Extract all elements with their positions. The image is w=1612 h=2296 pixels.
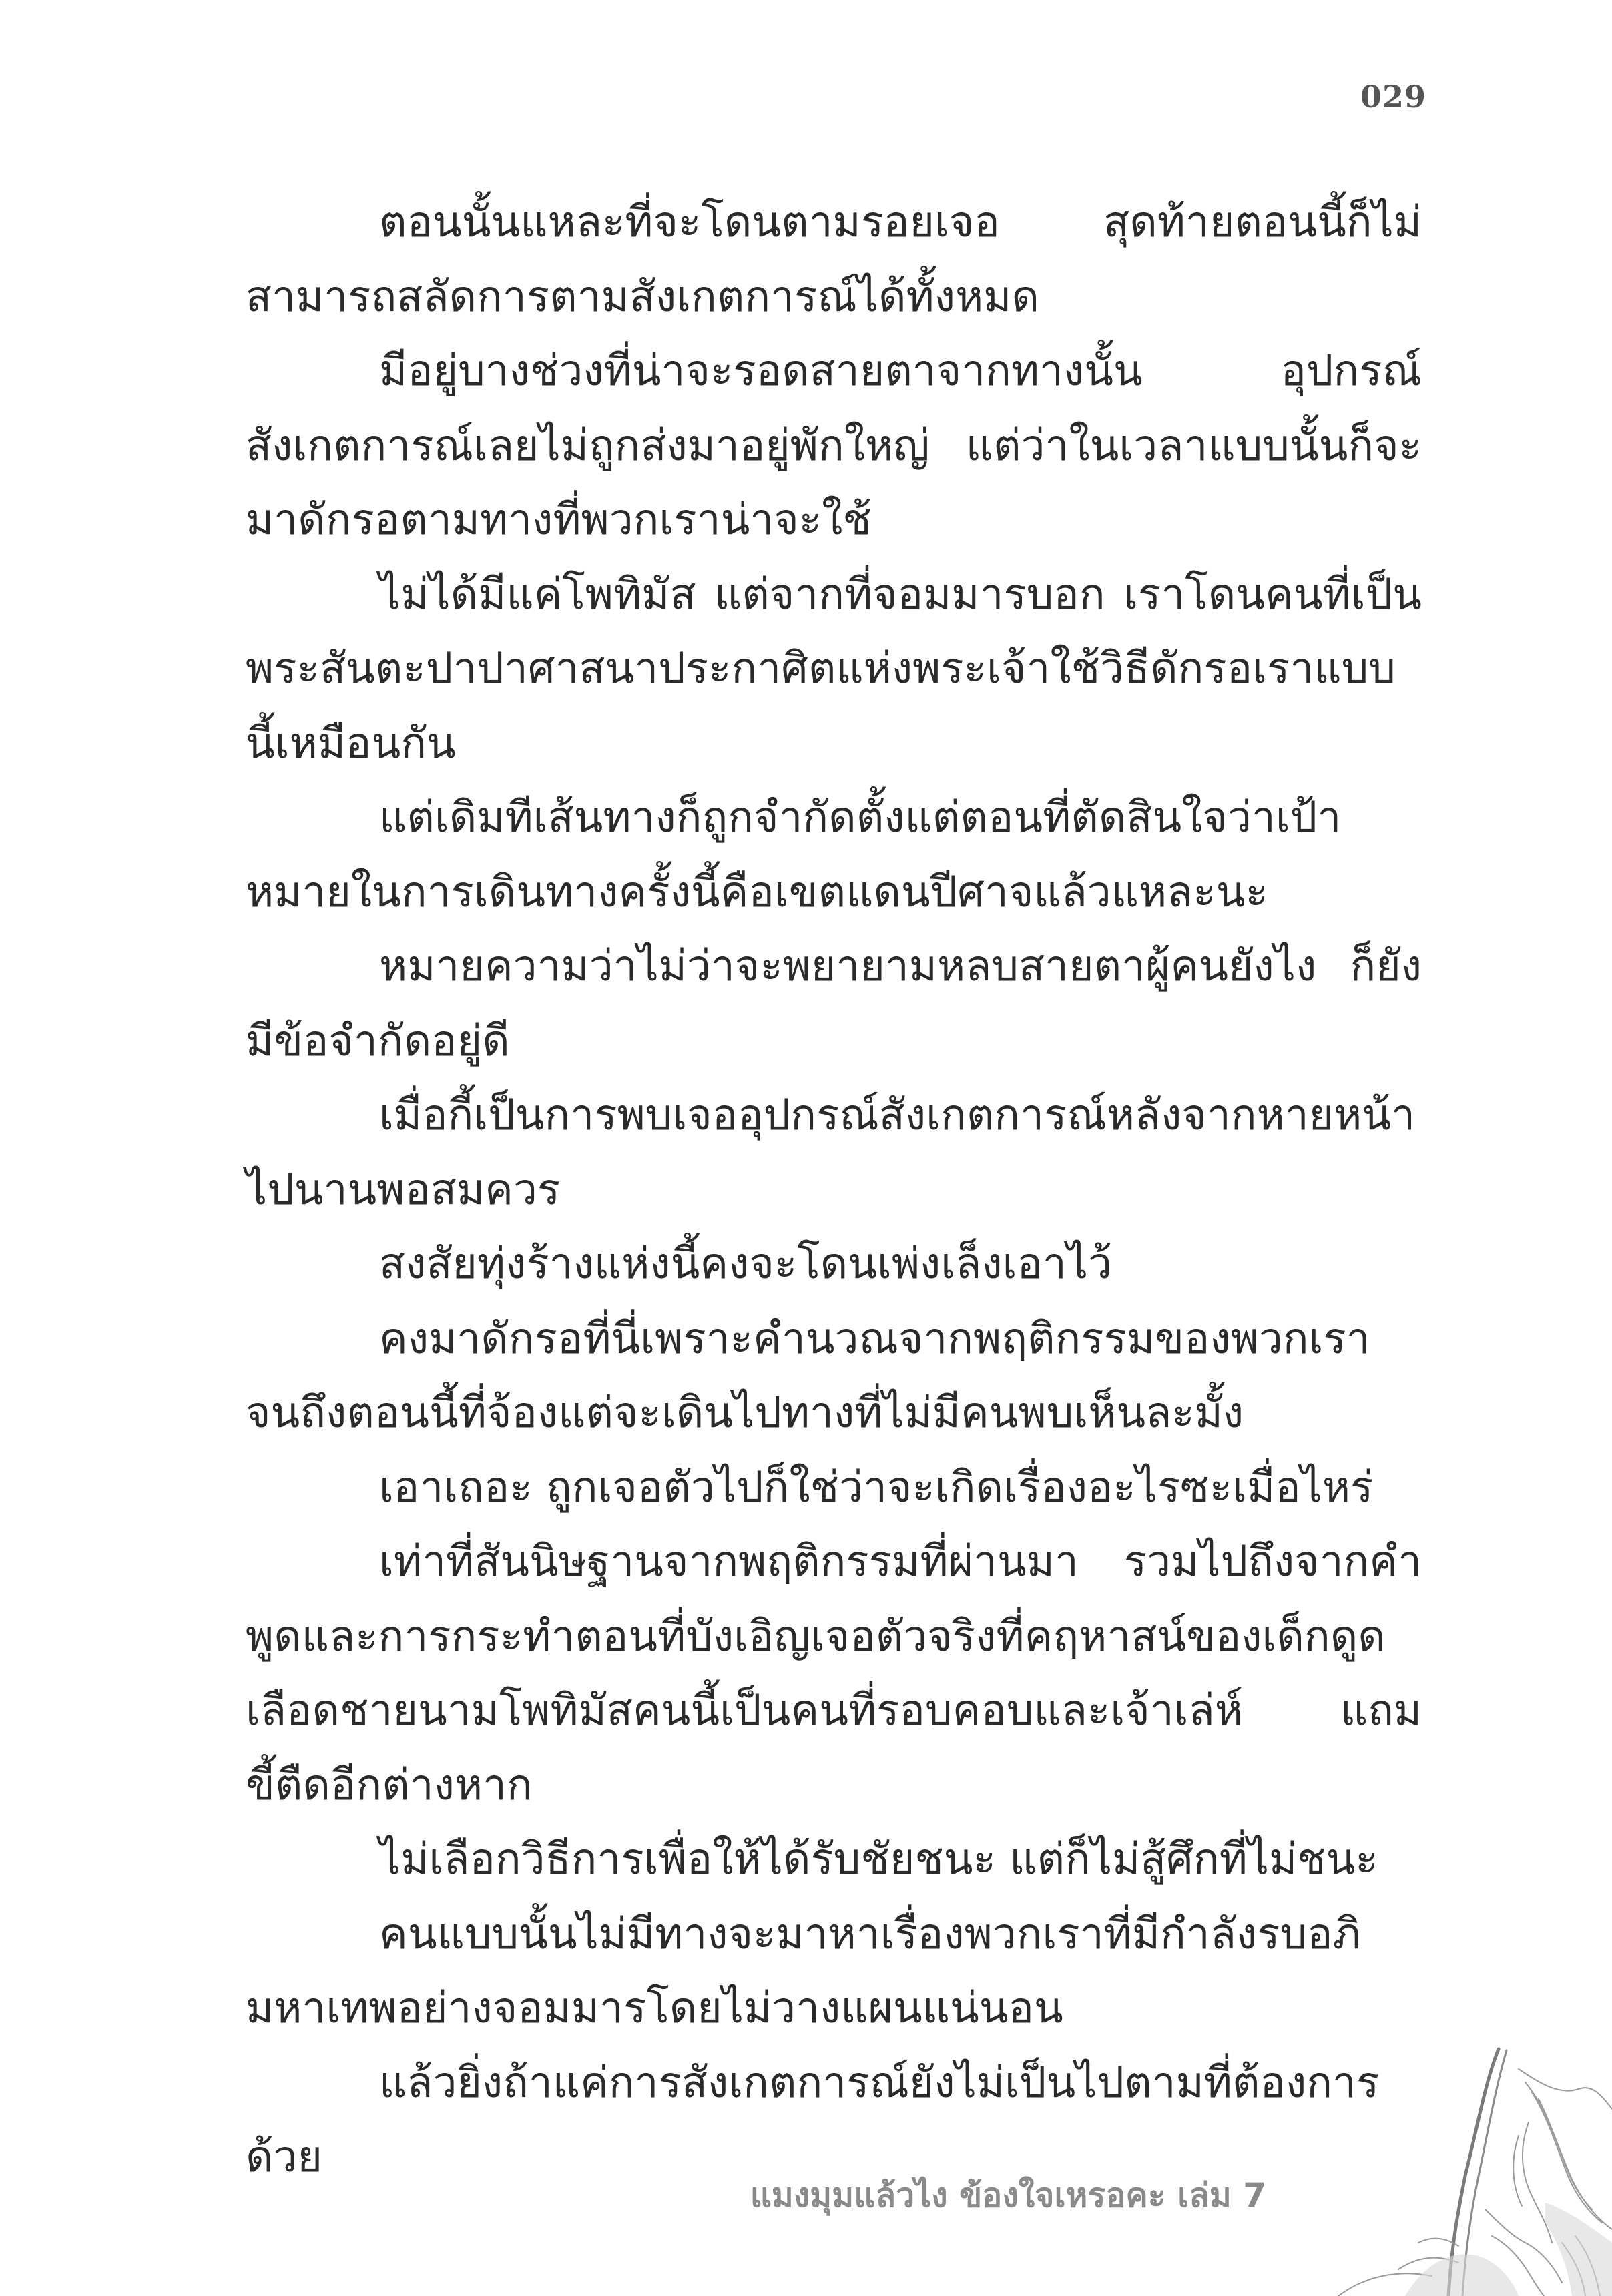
paragraph: ตอนนั้นแหละที่จะโดนตามรอยเจอ สุดท้ายตอนนี้ก็ไม่สามารถสลัดการตามสังเกตการณ์ได้ทั้งหมด: [246, 198, 1422, 322]
paragraph: สงสัยทุ่งร้างแห่งนี้คงจะโดนเพ่งเล็งเอาไว้: [379, 1239, 1112, 1289]
paragraph: คนแบบนั้นไม่มีทางจะมาหาเรื่องพวกเราที่มีกำลังรบอภิมหาเทพอย่างจอมมารโดยไม่วางแผนแน่นอน: [246, 1909, 1361, 2033]
paragraph: ไม่ได้มีแค่โพทิมัส แต่จากที่จอมมารบอก เราโดนคนที่เป็นพระสันตะปาปาศาสนาประกาศิตแห่งพระเจ้าใช้วิธีดักรอเราแบบนี้เหมือนกัน: [246, 569, 1422, 768]
paragraph: หมายความว่าไม่ว่าจะพยายามหลบสายตาผู้คนยังไง ก็ยังมีข้อจำกัดอยู่ดี: [246, 942, 1422, 1066]
paragraph: คงมาดักรอที่นี่เพราะคำนวณจากพฤติกรรมของพวกเราจนถึงตอนนี้ที่จ้องแต่จะเดินไปทางที่ไม่มีคนพบเห็นละมั้ง: [246, 1314, 1370, 1438]
paragraph: เอาเถอะ ถูกเจอตัวไปก็ใช่ว่าจะเกิดเรื่องอะไรซะเมื่อไหร่: [379, 1462, 1374, 1512]
paragraph: เท่าที่สันนิษฐานจากพฤติกรรมที่ผ่านมา รวมไปถึงจากคำพูดและการกระทำตอนที่บังเอิญเจอตัวจริงที่คฤหาสน์ของเด็กดูดเลือดชายนามโพทิมัสคนนี้เป็นคนที่รอบคอบและเจ้าเล่ห์ แถมขี้ตืดอีกต่างหาก: [246, 1537, 1422, 1810]
character-illustration: [1298, 2042, 1612, 2296]
book-title-footer: แมงมุมแล้วไง ข้องใจเหรอคะ เล่ม 7: [750, 2176, 1266, 2215]
page-number: 029: [1360, 79, 1426, 115]
paragraph: ไม่เลือกวิธีการเพื่อให้ได้รับชัยชนะ แต่ก็ไม่สู้ศึกที่ไม่ชนะ: [379, 1835, 1378, 1884]
paragraph: แล้วยิ่งถ้าแค่การสังเกตการณ์ยังไม่เป็นไปตามที่ต้องการด้วย: [246, 2058, 1380, 2182]
paragraph: แต่เดิมทีเส้นทางก็ถูกจำกัดตั้งแต่ตอนที่ตัดสินใจว่าเป้าหมายในการเดินทางครั้งนี้คือเขตแดนปีศาจแล้วแหละนะ: [246, 793, 1342, 917]
paragraph: มีอยู่บางช่วงที่น่าจะรอดสายตาจากทางนั้น อุปกรณ์สังเกตการณ์เลยไม่ถูกส่งมาอยู่พักใหญ่ แต่ว่าในเวลาแบบนั้นก็จะมาดักรอตามทางที่พวกเราน่าจะใช้: [246, 346, 1422, 545]
body-text: [246, 186, 1422, 2195]
paragraph: เมื่อกี้เป็นการพบเจออุปกรณ์สังเกตการณ์หลังจากหายหน้าไปนานพอสมควร: [246, 1091, 1416, 1215]
